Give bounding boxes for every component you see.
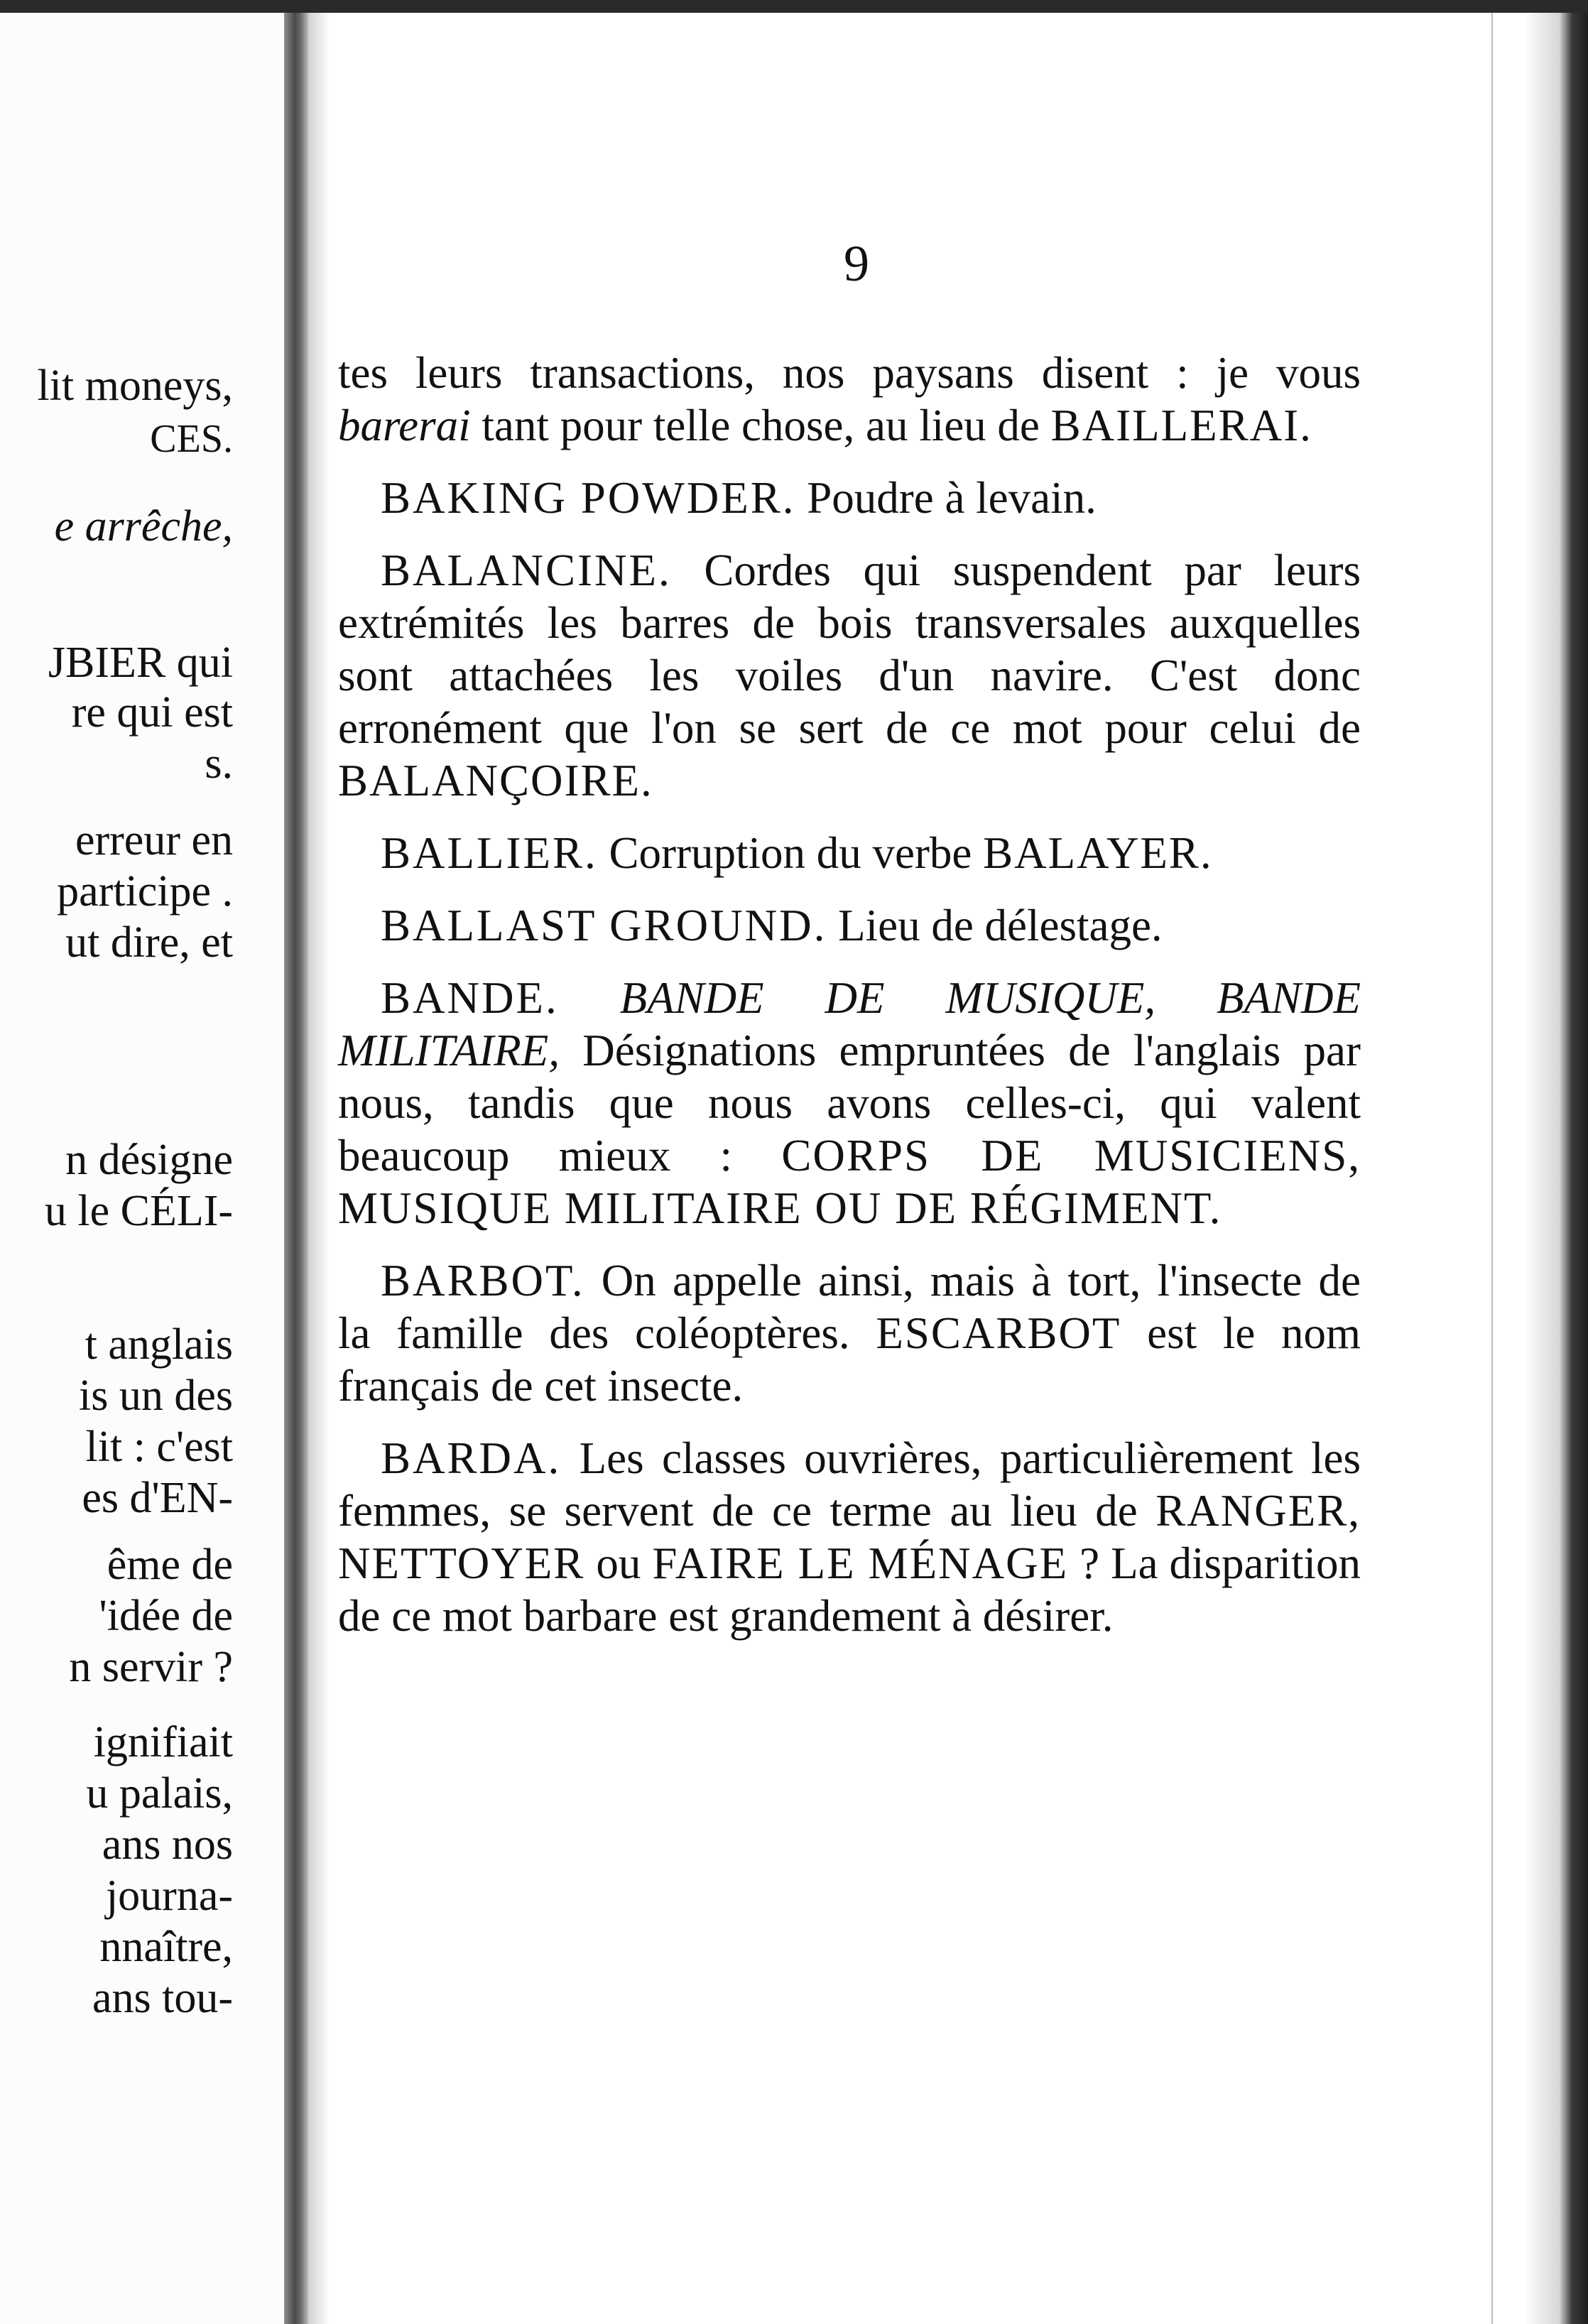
entry-headword: BALLAST GROUND.	[381, 901, 827, 950]
entry-ballast-ground	[338, 899, 1361, 952]
left-line: u le CÉLI-	[44, 1187, 233, 1235]
entry-ballier	[338, 827, 1361, 879]
entry-text: Poudre à levain.	[795, 473, 1097, 523]
entry-smallcaps: BAILLERAI.	[1050, 401, 1312, 450]
left-page-fragment	[0, 13, 284, 2324]
entry-text: ou	[584, 1538, 653, 1588]
entry-headword: BANDE.	[381, 973, 559, 1023]
left-line: journa-	[105, 1872, 233, 1920]
entry-text: On appelle ainsi, mais à tort, l'insecte de la famille des coléoptères.	[338, 1256, 1361, 1358]
entry-bande	[338, 972, 1361, 1234]
entry-italic: BANDE DE MUSIQUE, BANDE MILITAIRE,	[338, 973, 1361, 1075]
left-line: t anglais	[85, 1320, 233, 1369]
entry-headword: BAKING POWDER.	[381, 473, 796, 523]
entry-headword: BALLIER.	[381, 828, 598, 878]
left-line: erreur en	[75, 816, 233, 864]
left-line: is un des	[79, 1372, 233, 1420]
entry-text: Désignations empruntées de l'anglais par nous, tandis que nous avons celles-ci, qui valent beaucoup mieux :	[338, 1026, 1361, 1180]
book-spine-gutter	[284, 13, 308, 2324]
left-line: re qui est	[71, 688, 233, 737]
entry-headword: BARBOT.	[381, 1256, 585, 1305]
entry-balancine	[338, 544, 1361, 807]
entry-text: ? La disparition de ce mot barbare est grandement à désirer.	[338, 1538, 1361, 1641]
left-line: s.	[205, 739, 233, 788]
entry-smallcaps: FAIRE LE MÉNAGE	[652, 1538, 1069, 1588]
main-page	[334, 13, 1442, 2324]
entry-barda	[338, 1432, 1361, 1642]
left-line: es d'EN-	[82, 1474, 233, 1522]
entry-smallcaps: ESCARBOT	[876, 1308, 1121, 1358]
left-line: JBIER qui	[48, 639, 233, 687]
left-line: nnaître,	[99, 1923, 233, 1971]
page-body	[338, 347, 1361, 1662]
entry-baking-powder	[338, 472, 1361, 524]
entry-text: Les classes ouvrières, particulièrement les femmes, se servent de ce terme au lieu de	[338, 1433, 1361, 1536]
entry-smallcaps: BALAYER.	[983, 828, 1213, 878]
left-line: participe .	[57, 867, 233, 916]
entry-headword: BALANCINE.	[381, 545, 672, 595]
left-line: lit moneys,	[37, 362, 233, 410]
left-line: ignifiait	[93, 1718, 233, 1766]
page-number: 9	[844, 235, 869, 292]
entry-text: est le nom français de cet insecte.	[338, 1308, 1361, 1411]
left-line: u palais,	[86, 1769, 233, 1818]
left-line: e arrêche,	[54, 502, 233, 550]
entry-text: Cordes qui suspendent par leurs extrémités les barres de bois transversales auxquelles sont attachées les voiles d'un navire. C'est donc erronément que l'on se sert de ce mot pour celui de	[338, 545, 1361, 753]
left-line: ut dire, et	[65, 918, 233, 967]
left-line: ans nos	[102, 1820, 233, 1869]
scan-top-border	[0, 0, 1588, 13]
entry-continuation	[338, 347, 1361, 452]
left-line: lit : c'est	[85, 1423, 233, 1471]
left-line: 'idée de	[99, 1592, 233, 1640]
entry-barbot	[338, 1254, 1361, 1412]
entry-text: tes leurs transactions, nos paysans disent : je vous	[338, 348, 1361, 398]
left-line: n désigne	[65, 1136, 233, 1184]
right-page-edge	[1524, 13, 1588, 2324]
entry-text: tant pour telle chose, au lieu de	[470, 401, 1051, 450]
gutter-shadow	[308, 13, 330, 2324]
entry-headword: BARDA.	[381, 1433, 562, 1483]
left-line: n servir ?	[69, 1643, 233, 1691]
entry-italic: barerai	[338, 401, 471, 450]
entry-smallcaps: BALANÇOIRE.	[338, 756, 653, 805]
entry-text: Corruption du verbe	[597, 828, 984, 878]
page-edge-line	[1491, 13, 1493, 2324]
left-line: CES.	[150, 417, 233, 461]
entry-smallcaps: CORPS DE MUSICIENS, MUSIQUE MILITAIRE OU DE RÉGIMENT.	[338, 1131, 1361, 1233]
left-line: ans tou-	[92, 1974, 233, 2022]
entry-text: Lieu de délestage.	[827, 901, 1163, 950]
entry-smallcaps: RANGER, NETTOYER	[338, 1486, 1361, 1588]
left-line: ême de	[107, 1541, 233, 1589]
